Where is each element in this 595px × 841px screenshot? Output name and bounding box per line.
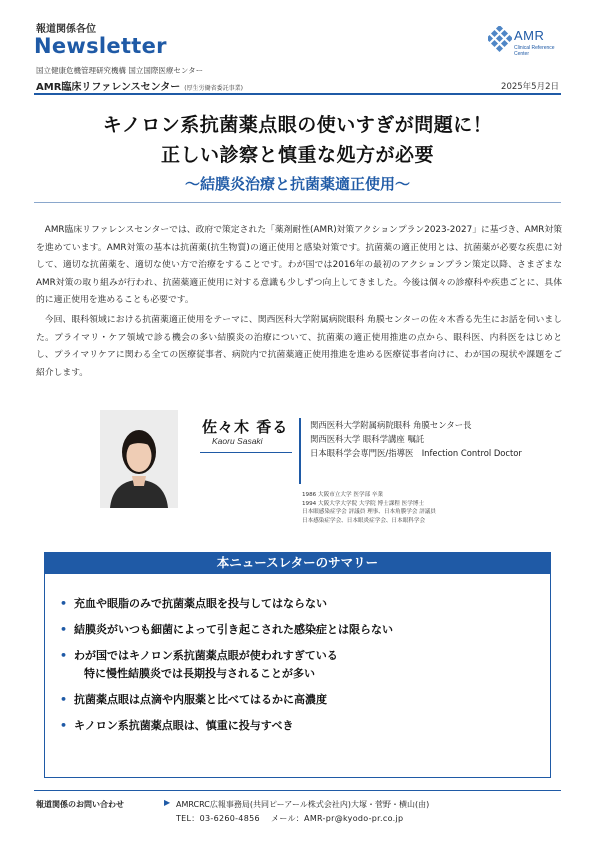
career-line: 日本眼感染症学会 評議員 理事、日本角膜学会 評議員 [302,509,436,516]
diamond-grid-icon [488,26,512,56]
headline-line-2: 正しい診察と慎重な処方が必要 [160,144,434,166]
speaker-name: 佐々木 香る [202,418,289,436]
career-line: 1994 大阪大学大学院 大学院 博士課程 医学博士 [302,500,425,507]
org-line-1: 国立健康危機管理研究機構 国立国際医療センター [36,66,204,75]
contact-label: 報道関係のお問い合わせ [36,800,124,809]
summary-item [60,692,540,707]
summary-item-text: 充血や眼脂のみで抗菌薬点眼を投与してはならない [74,597,327,610]
org-line-2 [36,78,243,93]
footer-divider [34,790,561,791]
bullet-icon: • [60,597,68,610]
bullet-icon: • [60,623,68,636]
body-paragraph: AMR臨床リファレンスセンターでは、政府で策定された「薬剤耐性(AMR)対策アクションプラン2023-2027」に基づき、AMR対策を進めています。AMR対策の基本は抗菌薬(抗生物質)の適正使用と感染対策です。抗菌薬の適正使用とは、抗菌薬が必要な疾患に対して、適切な抗菌薬を、適切な使い方で治療をすることです。わが国では2016年の最初のアクションプラン策定以降、さまざまなAMR対策の取り組みが行われ、抗菌薬適正使用に対する意識も少しずつ向上してきました。今後は個々の診療科や疾患ごとに、具体的に適正使用を進めることも必要です。 [36,225,562,306]
summary-item [60,596,540,611]
body-paragraph: 今回、眼科領域における抗菌薬適正使用をテーマに、関西医科大学附属病院眼科 角膜センターの佐々木香る先生にお話を伺いました。プライマリ・ケア領域で診る機会の多い結膜炎の治療について、抗菌薬の適正使用推進の点から、眼科医、内科医をはじめとし、プライマリケアに関わる全ての医療従事者、病院内で抗菌薬適正使用推進を進める医療従事者向けに、わが国の現状や課題をご紹介します。 [36,314,562,378]
summary-item-text: わが国ではキノロン系抗菌薬点眼が使われすぎている [74,649,338,662]
org-name: AMR臨床リファレンスセンター [36,82,181,93]
org-note: (厚生労働省委託事業) [184,85,243,92]
body-text [36,222,562,382]
header-divider [34,93,561,95]
summary-item-text: キノロン系抗菌薬点眼は、慎重に投与すべき [74,719,294,732]
affiliation-line: 日本眼科学会専門医/指導医 Infection Control Doctor [310,448,522,459]
summary-item [60,648,540,681]
logo-text: AMR [514,28,545,43]
speaker-name-romaji: Kaoru Sasaki [212,436,263,446]
speaker-affiliations [310,418,522,461]
arrow-right-icon: ▶ [164,798,171,807]
issue-date: 2025年5月2日 [501,82,559,92]
newsletter-title: Newsletter [34,34,167,58]
headline-subtitle: ～結膜炎治療と抗菌薬適正使用～ [184,175,410,193]
summary-heading: 本ニュースレターのサマリー [44,552,551,574]
career-line: 日本感染症学会、日本眼炎症学会、日本眼科学会 [302,518,426,525]
bullet-icon: • [60,649,68,662]
affiliation-line: 関西医科大学附属病院眼科 角膜センター長 [310,420,472,430]
affiliation-bar [299,418,301,484]
title-divider [34,202,561,203]
bullet-icon: • [60,719,68,732]
summary-item [60,718,540,733]
career-line: 1986 大阪市立大学 医学部 卒業 [302,492,384,498]
summary-list [60,596,540,744]
name-underline [200,452,292,453]
bullet-icon: • [60,693,68,706]
speaker-photo [100,410,178,508]
headline-line-1: キノロン系抗菌薬点眼の使いすぎが問題に！ [102,114,493,136]
summary-item-continuation: 特に慢性結膜炎では長期投与されることが多い [84,667,315,680]
contact-tel-mail: TEL：03-6260-4856 メール：AMR-pr@kyodo-pr.co.jp [176,814,404,823]
summary-item-text: 結膜炎がいつも細菌によって引き起こされた感染症とは限らない [74,623,393,636]
logo-subtext: Clinical Reference Center [514,45,555,57]
speaker-career [302,491,436,526]
summary-item-text: 抗菌薬点眼は点滴や内服薬と比べてはるかに高濃度 [74,693,327,706]
summary-item [60,622,540,637]
affiliation-line: 関西医科大学 眼科学講座 嘱託 [310,434,425,445]
contact-organization: AMRCRC広報事務局(共同ピーアール株式会社内)大塚・菅野・横山(由) [176,800,430,809]
audience-label: 報道関係各位 [36,24,96,35]
amr-logo [488,24,568,74]
